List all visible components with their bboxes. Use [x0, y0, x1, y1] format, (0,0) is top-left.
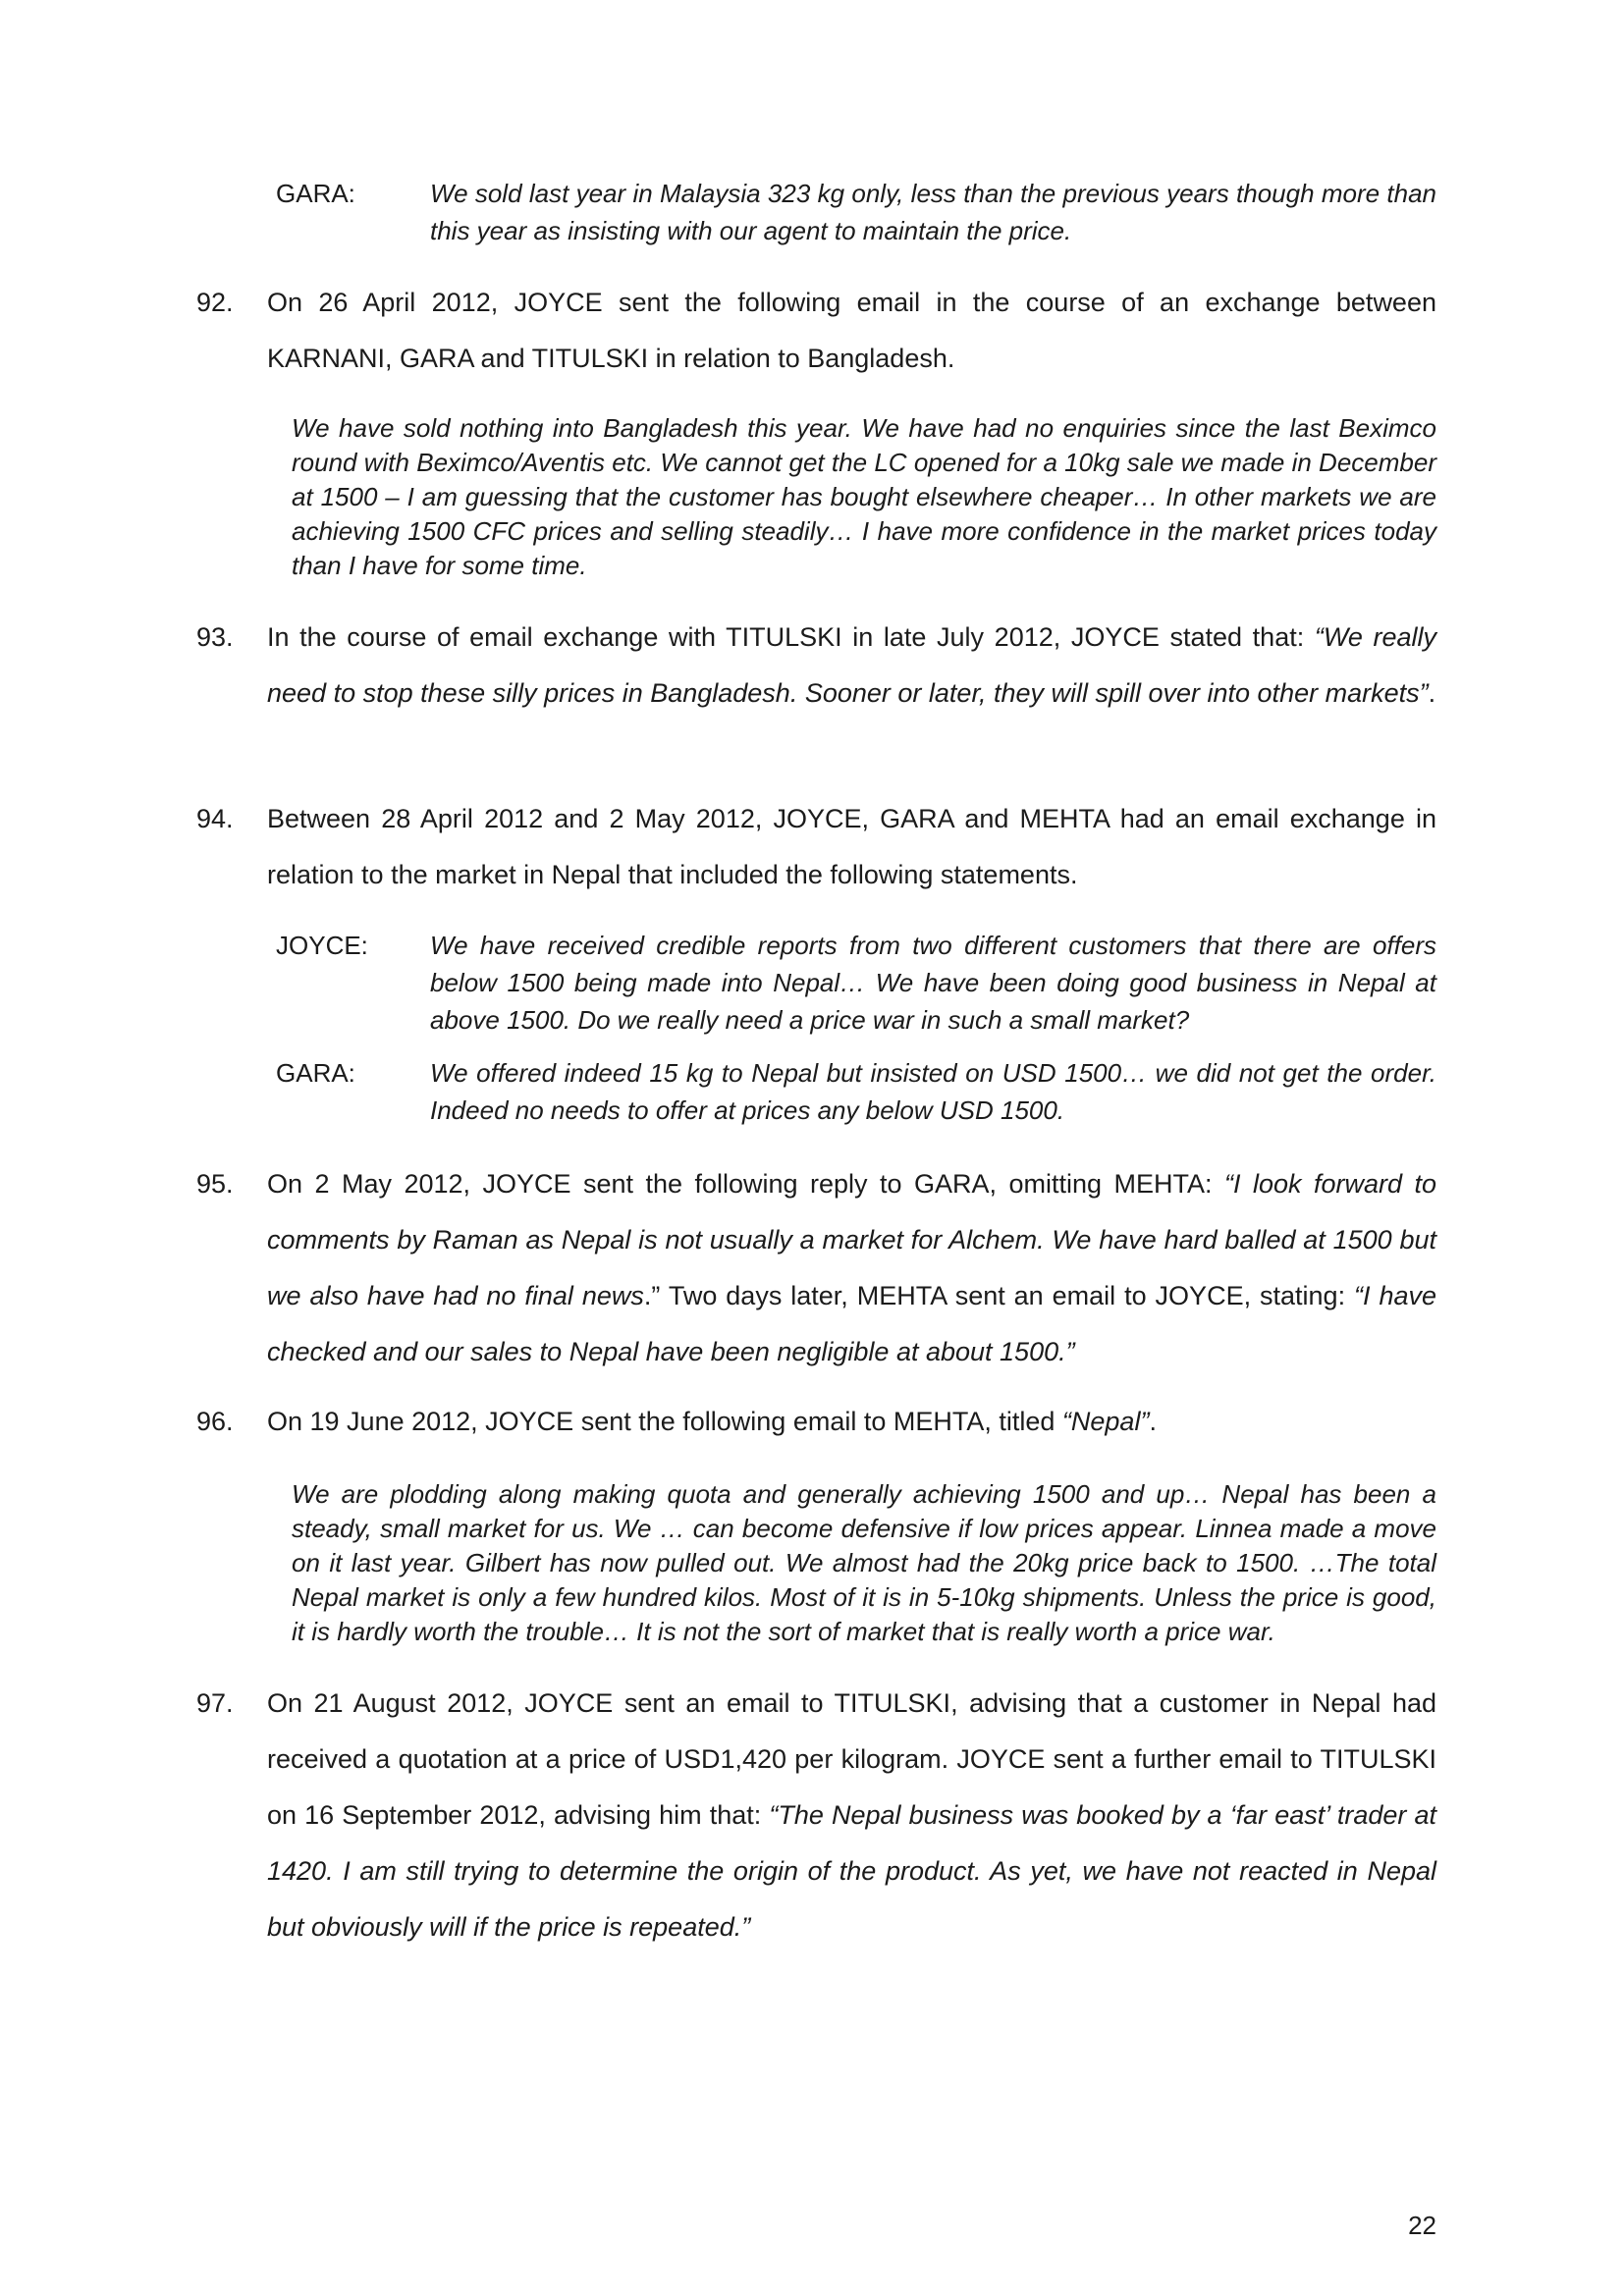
paragraph-text-part: .: [1149, 1407, 1157, 1436]
inline-quote: “The Nepal business was booked by a ‘far east’ trader at 1420. I am still trying to determine the origin of the product. As yet, we have not reacted in Nepal but obviously will if the price is repeated.”: [267, 1800, 1436, 1942]
speaker-label: GARA:: [276, 179, 355, 208]
email-quote-nepal: We are plodding along making quota and generally achieving 1500 and up… Nepal has been a steady, small market for us. We … can become defensive if low prices appear. Linnea made a move on it last year. Gilbert has now pulled out. We almost had the 20kg price back to 1500. …The total Nepal market is only a few hundred kilos. Most of it is in 5-10kg shipments. Unless the price is good, it is hardly worth the trouble… It is not the sort of market that is really worth a price war.: [292, 1479, 1436, 1646]
paragraph-text: [267, 1676, 1436, 1955]
paragraph-96: [196, 1394, 1436, 1450]
inline-title: “Nepal”: [1061, 1407, 1150, 1436]
paragraph-text-part: On 19 June 2012, JOYCE sent the following email to MEHTA, titled: [267, 1407, 1062, 1436]
inline-quote: “We really need to stop these silly prices in Bangladesh. Sooner or later, they will spill over into other markets”: [267, 622, 1437, 708]
paragraph-94: [196, 791, 1436, 903]
speaker-quote: We offered indeed 15 kg to Nepal but insisted on USD 1500… we did not get the order. Indeed no needs to offer at prices any below USD 1500.: [430, 1058, 1436, 1125]
email-quote-bangladesh: We have sold nothing into Bangladesh this year. We have had no enquiries since the last Beximco round with Beximco/Aventis etc. We cannot get the LC opened for a 10kg sale we made in December at 1500 – I am guessing that the customer has bought elsewhere cheaper… In other markets we are achieving 1500 CFC prices and selling steadily… I have more confidence in the market prices today than I have for some time.: [292, 413, 1436, 580]
paragraph-text-part: On 2 May 2012, JOYCE sent the following reply to GARA, omitting MEHTA:: [267, 1169, 1224, 1199]
paragraph-number: 94.: [196, 804, 234, 833]
paragraph-number: 92.: [196, 288, 234, 317]
speaker-statement-joyce-nepal: [276, 927, 1436, 1039]
paragraph-text: Between 28 April 2012 and 2 May 2012, JOYCE, GARA and MEHTA had an email exchange in relation to the market in Nepal that included the following statements.: [267, 804, 1436, 889]
paragraph-number: 93.: [196, 622, 234, 652]
paragraph-text: [267, 1156, 1436, 1380]
inline-quote: “I have checked and our sales to Nepal have been negligible at about 1500.”: [267, 1281, 1436, 1366]
paragraph-text-part: In the course of email exchange with TITULSKI in late July 2012, JOYCE stated that:: [267, 622, 1315, 652]
paragraph-text: [267, 1394, 1436, 1450]
speaker-quote: We sold last year in Malaysia 323 kg only, less than the previous years though more than this year as insisting with our agent to maintain the price.: [430, 179, 1436, 245]
paragraph-text: On 26 April 2012, JOYCE sent the following email in the course of an exchange between KARNANI, GARA and TITULSKI in relation to Bangladesh.: [267, 288, 1436, 373]
speaker-statement-gara-nepal: [276, 1054, 1436, 1129]
paragraph-text-part: On 21 August 2012, JOYCE sent an email to TITULSKI, advising that a customer in Nepal had received a quotation at a price of USD1,420 per kilogram. JOYCE sent a further email to TITULSKI on 16 September 2012, advising him that:: [267, 1688, 1436, 1830]
speaker-label: GARA:: [276, 1058, 355, 1088]
speaker-label: JOYCE:: [276, 931, 368, 960]
paragraph-92: [196, 275, 1436, 387]
paragraph-93: [196, 610, 1436, 721]
paragraph-number: 95.: [196, 1169, 234, 1199]
paragraph-95: [196, 1156, 1436, 1380]
paragraph-text: [267, 610, 1436, 721]
paragraph-text-part: .: [1428, 678, 1436, 708]
inline-quote: “I look forward to comments by Raman as Nepal is not usually a market for Alchem. We have hard balled at 1500 but we also have had no final news: [267, 1169, 1436, 1310]
paragraph-number: 96.: [196, 1407, 234, 1436]
paragraph-97: [196, 1676, 1436, 1955]
speaker-statement-gara-malaysia: [276, 175, 1436, 249]
speaker-quote: We have received credible reports from two different customers that there are offers below 1500 being made into Nepal… We have been doing good business in Nepal at above 1500. Do we really need a price war in such a small market?: [430, 931, 1436, 1035]
paragraph-number: 97.: [196, 1688, 234, 1718]
page-number: 22: [1408, 2211, 1436, 2240]
paragraph-text-part: .” Two days later, MEHTA sent an email to JOYCE, stating:: [643, 1281, 1355, 1310]
